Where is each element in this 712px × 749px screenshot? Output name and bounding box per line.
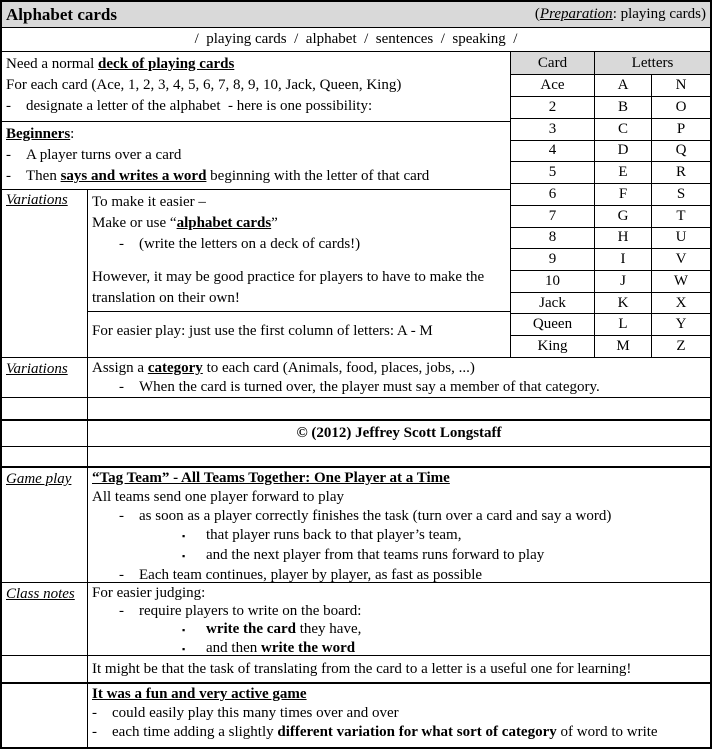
- text-segment: When the card is turned over, the player must say a member of that category.: [139, 379, 600, 395]
- class-notes-row: [2, 583, 710, 656]
- card-cell: 8: [511, 228, 595, 249]
- card-table-row: [511, 96, 710, 118]
- text-segment: write the card: [206, 621, 296, 637]
- text-line: [92, 488, 706, 507]
- text-segment: Beginners: [6, 126, 71, 142]
- letters-header-cell: Letters: [631, 54, 674, 71]
- intro-row: [2, 52, 510, 122]
- bullet-dash-icon: -: [6, 168, 11, 184]
- card-cell: 10: [511, 271, 595, 292]
- text-line: [92, 723, 706, 742]
- card-header-cell: Card: [511, 52, 595, 74]
- letter-cell: F: [595, 184, 652, 205]
- text-segment: All teams send one player forward to play: [92, 489, 345, 505]
- card-table-row: [511, 118, 710, 140]
- title-bar: [2, 2, 710, 28]
- letter-cell: Q: [675, 142, 687, 159]
- game-play-label-cell: [2, 468, 88, 582]
- card-cell: 7: [511, 206, 595, 227]
- text-segment: of word to write: [556, 724, 658, 740]
- bullet-dash-icon: -: [92, 705, 97, 721]
- line-text: [6, 124, 74, 145]
- page-title: Alphabet cards: [6, 4, 117, 24]
- line-text: [139, 234, 360, 255]
- card-cell: 2: [511, 97, 595, 118]
- review-content: [88, 684, 710, 747]
- text-segment: category: [147, 360, 203, 376]
- bullet-dash-icon: -: [6, 147, 11, 163]
- card-table-row: [511, 248, 710, 270]
- text-line: [182, 526, 706, 546]
- empty-label-cell: [2, 656, 88, 682]
- line-text: [139, 378, 600, 397]
- text-line: [92, 267, 506, 309]
- variations-content-cell: [88, 190, 510, 374]
- empty-label-cell: [2, 421, 88, 446]
- line-text: [6, 75, 401, 96]
- line-text: [26, 166, 429, 187]
- text-segment: as soon as a player correctly finishes the task (turn over a card and say a word): [139, 508, 612, 524]
- line-text: [206, 546, 544, 565]
- empty-content-cell: [88, 447, 710, 466]
- text-segment: to each card (Animals, food, places, jobs, ...): [202, 360, 475, 376]
- empty-content-cell: [88, 398, 710, 419]
- card-table-row: [511, 270, 710, 292]
- text-line: [119, 602, 706, 620]
- text-line: [92, 359, 706, 378]
- preparation-note: [535, 6, 706, 23]
- game-play-label: Game play: [6, 471, 72, 487]
- text-segment: :: [70, 126, 75, 142]
- line-text: [112, 704, 399, 723]
- text-segment: It was a fun and very active game: [92, 686, 307, 702]
- bullet-dash-icon: -: [92, 724, 97, 740]
- card-cell: 5: [511, 162, 595, 183]
- card-table-row: [511, 313, 710, 335]
- text-segment: Assign a: [92, 360, 148, 376]
- variations-label-cell: [2, 358, 88, 397]
- text-segment: Make or use “: [92, 215, 177, 231]
- card-letter-table: [511, 52, 710, 357]
- letter-cell: B: [595, 97, 652, 118]
- card-table-header: [511, 52, 710, 74]
- keywords-line: / playing cards / alphabet / sentences / speaking /: [2, 28, 710, 52]
- text-segment: (write the letters on a deck of cards!): [139, 236, 361, 252]
- line-text: [92, 584, 205, 602]
- bullet-square-icon: ▪: [182, 644, 186, 654]
- beginners-row: [2, 122, 510, 190]
- bullet-square-icon: ▪: [182, 531, 186, 541]
- text-segment: For each card (Ace, 1, 2, 3, 4, 5, 6, 7, 8, 9, 10, Jack, Queen, King): [6, 77, 402, 93]
- variations-row-2: [2, 358, 710, 398]
- text-segment: require players to write on the board:: [139, 603, 362, 619]
- text-segment: : playing cards): [612, 6, 706, 22]
- text-segment: could easily play this many times over and over: [112, 705, 399, 721]
- line-text: [26, 145, 181, 166]
- text-segment: says and writes a word: [60, 168, 207, 184]
- card-cell: Ace: [511, 75, 595, 96]
- text-segment: they have,: [295, 621, 362, 637]
- text-segment: To make it easier –: [92, 194, 206, 210]
- text-segment: However, it may be good practice for players to have to make the translation on their own!: [92, 269, 488, 306]
- empty-label-cell: [2, 398, 88, 419]
- card-cell: Queen: [511, 314, 595, 335]
- text-segment: Preparation: [539, 6, 613, 22]
- variations-label: Variations: [6, 361, 68, 377]
- text-line: [6, 145, 506, 166]
- text-line: [119, 378, 706, 397]
- text-segment: designate a letter of the alphabet - here is one possibility:: [26, 98, 373, 114]
- text-line: [119, 234, 506, 255]
- letter-cell: W: [673, 272, 689, 289]
- text-line: [6, 75, 506, 96]
- card-table-row: [511, 140, 710, 162]
- letter-cell: M: [595, 336, 652, 357]
- letter-cell: A: [595, 75, 652, 96]
- variations-label: Variations: [6, 192, 68, 208]
- bullet-dash-icon: -: [119, 379, 124, 395]
- text-line: [6, 54, 506, 75]
- card-table-row: [511, 227, 710, 249]
- text-line: [92, 213, 506, 234]
- letter-cell: R: [675, 164, 686, 181]
- line-text: [112, 723, 658, 742]
- card-table-row: [511, 335, 710, 357]
- text-segment: write the word: [260, 640, 356, 656]
- card-cell: 3: [511, 119, 595, 140]
- variations2-content: [88, 358, 710, 397]
- letter-cell: O: [675, 98, 687, 115]
- text-line: [92, 685, 706, 704]
- card-table-row: [511, 292, 710, 314]
- bullet-dash-icon: -: [119, 236, 124, 252]
- line-text: [206, 526, 461, 545]
- line-text: [92, 685, 307, 704]
- letter-cell: I: [595, 249, 652, 270]
- card-cell: 9: [511, 249, 595, 270]
- text-line: [182, 546, 706, 566]
- text-segment: and the next player from that teams runs forward to play: [206, 547, 545, 563]
- text-segment: Need a normal: [6, 56, 99, 72]
- game-play-row: [2, 468, 710, 583]
- text-line: [92, 469, 706, 488]
- card-cell: 4: [511, 141, 595, 162]
- letter-cell: S: [676, 185, 686, 202]
- note-row: [2, 656, 710, 684]
- empty-label-cell: [2, 447, 88, 466]
- text-segment: beginning with the letter of that card: [206, 168, 430, 184]
- letter-cell: J: [595, 271, 652, 292]
- text-line: [182, 620, 706, 639]
- letter-cell: Z: [676, 338, 686, 355]
- text-segment: Each team continues, player by player, as fast as possible: [139, 567, 483, 583]
- letter-cell: C: [595, 119, 652, 140]
- line-text: [92, 488, 344, 507]
- text-line: [6, 96, 506, 117]
- letter-cell: L: [595, 314, 652, 335]
- bullet-square-icon: ▪: [182, 625, 186, 635]
- letter-cell: U: [675, 229, 687, 246]
- line-text: [92, 359, 475, 378]
- class-notes-content: [88, 583, 710, 655]
- instructions-column: [2, 52, 511, 357]
- class-notes-label: Class notes: [6, 586, 75, 602]
- text-line: [92, 584, 706, 602]
- text-segment: “Tag Team” - All Teams Together: One Player at a Time: [92, 470, 450, 486]
- text-segment: each time adding a slightly: [112, 724, 278, 740]
- bullet-dash-icon: -: [119, 603, 124, 619]
- line-text: [139, 507, 611, 526]
- text-line: [6, 124, 506, 145]
- class-notes-label-cell: [2, 583, 88, 655]
- empty-label-cell: [2, 684, 88, 747]
- game-play-content: [88, 468, 710, 582]
- letter-cell: X: [675, 294, 687, 311]
- text-segment: deck of playing cards: [98, 56, 235, 72]
- text-segment: different variation for what sort of category: [277, 724, 557, 740]
- text-line: [92, 192, 506, 213]
- variations-label-cell: [2, 190, 88, 374]
- line-text: [26, 96, 372, 117]
- letter-cell: K: [595, 293, 652, 314]
- letter-cell: H: [595, 228, 652, 249]
- bullet-square-icon: ▪: [182, 551, 186, 561]
- card-table-row: [511, 161, 710, 183]
- letter-cell: V: [675, 251, 687, 268]
- review-row: [2, 684, 710, 747]
- card-cell: Jack: [511, 293, 595, 314]
- card-cell: 6: [511, 184, 595, 205]
- bullet-dash-icon: -: [119, 567, 124, 583]
- card-table-row: [511, 205, 710, 227]
- text-segment: ”: [271, 215, 278, 231]
- line-text: [92, 469, 450, 488]
- bullet-dash-icon: -: [6, 98, 11, 114]
- top-section: [2, 52, 710, 358]
- line-text: [6, 54, 234, 75]
- letter-cell: T: [676, 207, 686, 224]
- note-text: It might be that the task of translating from the card to a letter is a useful one for learning!: [92, 660, 632, 677]
- text-line: [92, 704, 706, 723]
- line-text: [92, 192, 206, 213]
- letter-cell: G: [595, 206, 652, 227]
- text-segment: and then: [206, 640, 261, 656]
- variations-row-1: [2, 190, 510, 374]
- easier-play-box: For easier play: just use the first column of letters: A - M: [88, 311, 510, 374]
- line-text: [92, 213, 278, 234]
- letter-cell: D: [595, 141, 652, 162]
- letter-cell: Y: [675, 316, 687, 333]
- line-text: [206, 639, 355, 657]
- card-cell: King: [511, 336, 595, 357]
- text-line: [92, 255, 506, 267]
- text-segment: (: [534, 6, 540, 22]
- letter-cell: N: [675, 77, 687, 94]
- text-segment: alphabet cards: [176, 215, 272, 231]
- text-line: [6, 166, 506, 187]
- empty-row: [2, 398, 710, 421]
- variations-text: [88, 190, 510, 311]
- bullet-dash-icon: -: [119, 508, 124, 524]
- card-table-row: [511, 183, 710, 205]
- empty-row: [2, 447, 710, 468]
- text-segment: that player runs back to that player’s team,: [206, 527, 462, 543]
- card-table-row: [511, 74, 710, 96]
- line-text: [139, 602, 361, 620]
- copyright-row: [2, 421, 710, 447]
- text-line: [119, 507, 706, 526]
- text-segment: A player turns over a card: [26, 147, 182, 163]
- line-text: [206, 620, 361, 638]
- text-segment: Then: [26, 168, 61, 184]
- copyright-text: © (2012) Jeffrey Scott Longstaff: [296, 425, 502, 441]
- letter-cell: P: [676, 120, 686, 137]
- letter-cell: E: [595, 162, 652, 183]
- line-text: [92, 267, 506, 309]
- text-segment: For easier judging:: [92, 585, 206, 601]
